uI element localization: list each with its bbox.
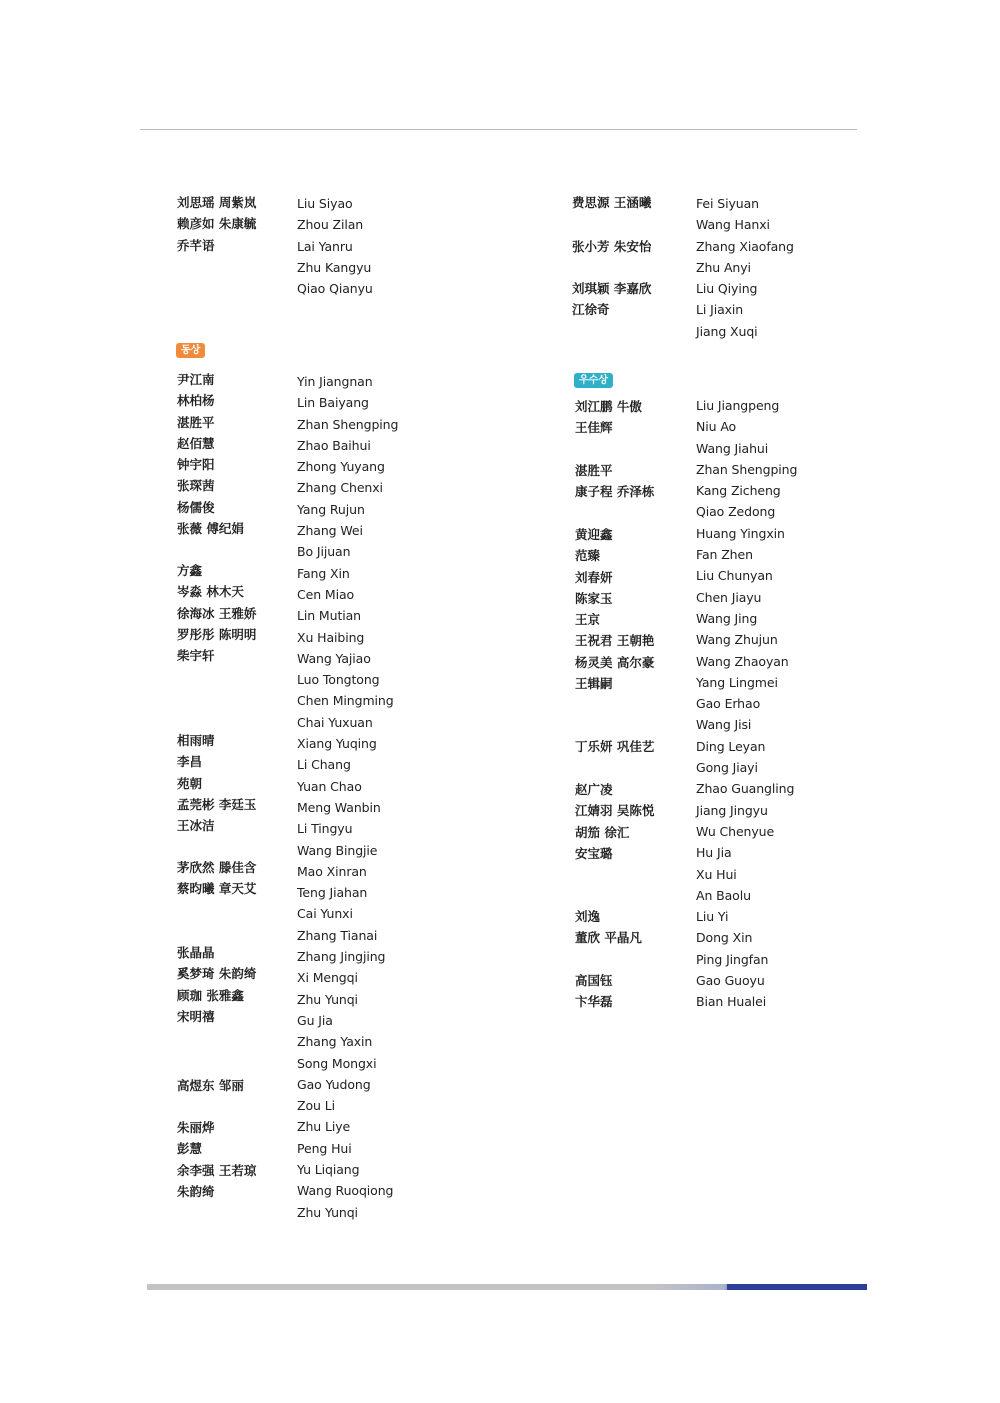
name-line: Teng Jiahan — [297, 885, 368, 901]
right-group2-cn-e — [575, 779, 654, 864]
name-line: Hu Jia — [696, 845, 732, 861]
name-line: 江徐奇 — [572, 302, 610, 318]
name-line: Fan Zhen — [696, 547, 753, 563]
name-line: 尹江南 — [177, 372, 215, 387]
name-line: Liu Jiangpeng — [696, 398, 780, 413]
name-line: Luo Tongtong — [297, 672, 380, 688]
name-line: 杨儒俊 — [177, 499, 215, 515]
bottom-progress-bar — [147, 1284, 867, 1290]
name-line: 刘江鹏 牛傲 — [575, 399, 642, 414]
name-line: 朱丽烨 — [177, 1120, 215, 1135]
name-line: Zhan Shengping — [297, 416, 399, 432]
name-line: Zhao Guangling — [696, 781, 795, 797]
name-line: Bo Jijuan — [297, 544, 351, 560]
name-line: 湛胜平 — [575, 463, 613, 478]
name-line: 王辑嗣 — [575, 676, 613, 692]
left-group2-cn-f — [177, 1075, 244, 1096]
left-group2-cn-g — [177, 1117, 256, 1202]
name-line: Ding Leyan — [696, 738, 766, 754]
name-line: Mao Xinran — [297, 863, 367, 879]
name-line: 赖彦如 朱康毓 — [177, 216, 257, 232]
name-line: Qiao Qianyu — [297, 281, 373, 297]
name-line: Gu Jia — [297, 1012, 333, 1028]
name-line: 罗彤彤 陈明明 — [177, 626, 257, 642]
name-line: Jiang Xuqi — [696, 323, 758, 339]
name-line: 彭慧 — [177, 1141, 203, 1157]
name-line: Wang Hanxi — [696, 217, 770, 233]
right-group1-en — [696, 193, 794, 342]
name-line: Li Jiaxin — [696, 302, 744, 318]
name-line: Yin Jiangnan — [297, 374, 373, 389]
right-group2-cn-a — [575, 396, 642, 439]
name-line: Gao Yudong — [297, 1076, 371, 1092]
name-line: 康子程 乔泽栋 — [575, 484, 655, 500]
name-line: 林柏杨 — [177, 393, 215, 409]
name-line: 张小芳 朱安怡 — [572, 239, 652, 254]
right-group1-cn-b — [572, 236, 651, 257]
name-line: 胡笳 徐汇 — [575, 824, 630, 840]
bronze-award-badge: 동상 — [176, 343, 205, 358]
name-line: Song Mongxi — [297, 1055, 377, 1071]
name-line: Zhu Yunqi — [297, 1204, 358, 1220]
name-line: Dong Xin — [696, 930, 753, 946]
name-line: Xiang Yuqing — [297, 736, 377, 752]
name-line: Zhu Liye — [297, 1119, 351, 1135]
top-divider — [140, 129, 857, 130]
name-line: Qiao Zedong — [696, 504, 776, 520]
name-line: Zhang Jingjing — [297, 949, 386, 965]
name-line: 孟莞彬 李廷玉 — [177, 796, 257, 812]
name-line: Liu Qiying — [696, 281, 758, 297]
left-group2-cn-b — [177, 560, 256, 666]
name-line: Chen Mingming — [297, 693, 394, 709]
name-line: Wang Jisi — [696, 717, 752, 733]
name-line: Zhou Zilan — [297, 217, 364, 233]
name-line: 宋明禧 — [177, 1008, 215, 1024]
name-line: Kang Zicheng — [696, 483, 781, 499]
excellence-award-badge: 우수상 — [574, 373, 613, 388]
name-line: Zhang Chenxi — [297, 480, 383, 496]
name-line: Jiang Jingyu — [696, 802, 768, 818]
name-line: Zhu Anyi — [696, 259, 751, 275]
left-group1-cn — [177, 192, 256, 256]
name-line: Lin Mutian — [297, 608, 361, 624]
name-line: 余李强 王若琼 — [177, 1162, 257, 1178]
name-line: Yang Rujun — [297, 501, 365, 517]
name-line: Zhu Kangyu — [297, 259, 372, 275]
name-line: 刘逸 — [575, 909, 601, 924]
name-line: Zhan Shengping — [696, 461, 798, 477]
right-group2-cn-g — [575, 970, 613, 1013]
name-line: Zhong Yuyang — [297, 459, 385, 475]
name-line: Yang Lingmei — [696, 674, 778, 690]
name-line: 陈家玉 — [575, 590, 613, 606]
name-line: Yuan Chao — [297, 778, 362, 794]
name-line: Lai Yanru — [297, 238, 353, 254]
name-line: 范臻 — [575, 548, 601, 564]
name-line: 高国钰 — [575, 973, 613, 988]
name-line: 卞华磊 — [575, 994, 613, 1010]
right-group2-cn-b — [575, 460, 654, 503]
name-line: Wang Zhujun — [696, 632, 778, 648]
right-group1-cn-c — [572, 278, 651, 321]
name-line: Niu Ao — [696, 419, 737, 435]
name-line: 黄迎鑫 — [575, 527, 613, 542]
name-line: Zhang Yaxin — [297, 1034, 373, 1050]
name-line: Liu Yi — [696, 909, 729, 925]
name-line: 赵佰慧 — [177, 435, 215, 451]
name-line: 王祝君 王朝艳 — [575, 633, 655, 649]
name-line: 赵广凌 — [575, 782, 613, 797]
left-group2-cn-e — [177, 942, 256, 1027]
name-line: Fei Siyuan — [696, 196, 759, 211]
name-line: Li Tingyu — [297, 821, 353, 837]
name-line: Chen Jiayu — [696, 589, 762, 605]
name-line: 茅欣然 滕佳含 — [177, 860, 257, 875]
left-group2-en — [297, 371, 398, 1223]
name-line: 苑朝 — [177, 775, 203, 791]
name-line: 王京 — [575, 612, 601, 628]
name-line: Fang Xin — [297, 565, 350, 581]
name-line: 方鑫 — [177, 563, 203, 578]
right-group2-en — [696, 395, 797, 1013]
right-group2-cn-f — [575, 906, 642, 949]
name-line: Ping Jingfan — [696, 951, 769, 967]
name-line: Gao Erhao — [696, 696, 761, 712]
name-line: 王冰洁 — [177, 818, 215, 834]
name-line: 钟宇阳 — [177, 457, 215, 473]
name-line: Peng Hui — [297, 1140, 352, 1156]
name-line: 顾珈 张雅鑫 — [177, 987, 244, 1003]
right-group2-cn-d — [575, 736, 654, 757]
name-line: Zhang Wei — [297, 523, 363, 539]
name-line: 江婧羽 吴陈悦 — [575, 803, 655, 819]
name-line: 杨灵美 高尔豪 — [575, 654, 655, 670]
name-line: 张薇 傅纪娟 — [177, 521, 244, 537]
name-line: Wang Bingjie — [297, 842, 378, 858]
name-line: Li Chang — [297, 757, 351, 773]
name-line: Zhang Xiaofang — [696, 238, 794, 254]
name-line: Liu Siyao — [297, 196, 353, 211]
name-line: Zhao Baihui — [297, 437, 371, 453]
name-line: Meng Wanbin — [297, 799, 381, 815]
name-line: Gao Guoyu — [696, 973, 765, 989]
name-line: 岑淼 林木天 — [177, 584, 244, 600]
name-line: Xu Haibing — [297, 629, 365, 645]
name-line: Cen Miao — [297, 586, 355, 602]
name-line: Liu Chunyan — [696, 568, 773, 584]
name-line: 刘思瑶 周紫岚 — [177, 195, 257, 210]
left-group1-en — [297, 193, 373, 299]
name-line: 朱韵绮 — [177, 1183, 215, 1199]
name-line: Huang Yingxin — [696, 525, 785, 541]
name-line: 张琛茜 — [177, 478, 215, 494]
name-line: Chai Yuxuan — [297, 714, 373, 730]
name-line: Lin Baiyang — [297, 395, 369, 411]
name-line: 高煜东 邹丽 — [177, 1078, 244, 1093]
name-line: Yu Liqiang — [297, 1161, 360, 1177]
name-line: Wu Chenyue — [696, 823, 775, 839]
name-line: Cai Yunxi — [297, 906, 353, 922]
name-line: 相雨晴 — [177, 733, 215, 748]
name-line: Wang Zhaoyan — [696, 653, 789, 669]
name-line: 刘琪颖 李嘉欣 — [572, 281, 652, 296]
name-line: 王佳辉 — [575, 420, 613, 436]
name-line: Wang Jing — [696, 610, 758, 626]
name-line: Gong Jiayi — [696, 760, 758, 776]
name-line: An Baolu — [696, 887, 751, 903]
name-line: 乔芊语 — [177, 237, 215, 253]
name-line: 安宝璐 — [575, 845, 613, 861]
name-line: 丁乐妍 巩佳艺 — [575, 739, 655, 754]
name-line: Bian Hualei — [696, 994, 767, 1010]
name-line: 柴宇轩 — [177, 648, 215, 664]
name-line: Zhang Tianai — [297, 927, 378, 943]
left-group2-cn-c — [177, 730, 256, 836]
right-group2-cn-c — [575, 524, 654, 694]
left-group2-cn-d — [177, 857, 256, 900]
name-line: Zou Li — [297, 1098, 335, 1114]
name-line: Zhu Yunqi — [297, 991, 358, 1007]
name-line: Wang Ruoqiong — [297, 1183, 394, 1199]
name-line: 张晶晶 — [177, 945, 215, 960]
name-line: 湛胜平 — [177, 414, 215, 430]
name-line: 李昌 — [177, 754, 203, 770]
name-line: 蔡昀曦 章天艾 — [177, 881, 257, 897]
name-line: Wang Yajiao — [297, 650, 371, 666]
name-line: 奚梦琦 朱韵绮 — [177, 966, 257, 982]
name-line: Xi Mengqi — [297, 970, 358, 986]
name-line: 费思源 王涵曦 — [572, 195, 652, 210]
name-line: 刘春妍 — [575, 569, 613, 585]
name-line: Wang Jiahui — [696, 440, 769, 456]
left-group2-cn-a — [177, 369, 244, 539]
name-line: Xu Hui — [696, 866, 737, 882]
name-line: 徐海冰 王雅娇 — [177, 605, 257, 621]
right-group1-cn-a — [572, 192, 651, 213]
name-line: 董欣 平晶凡 — [575, 930, 642, 946]
